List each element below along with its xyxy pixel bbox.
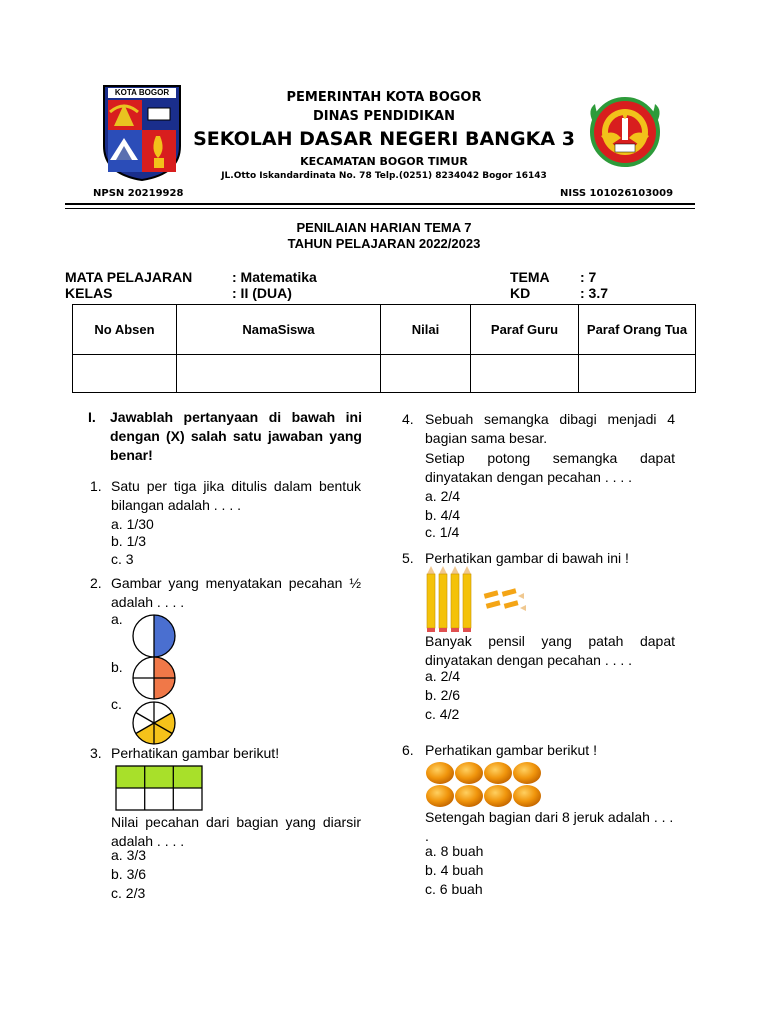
q4-option-c[interactable]: c. 1/4 xyxy=(425,524,460,540)
q6-option-c[interactable]: c. 6 buah xyxy=(425,881,483,897)
orange-icon xyxy=(513,762,541,784)
kota-bogor-logo-text: KOTA BOGOR xyxy=(114,88,170,97)
header-government: PEMERINTAH KOTA BOGOR xyxy=(286,90,482,105)
q3-text: Nilai pecahan dari bagian yang diarsir adalah . . . . xyxy=(111,814,361,849)
orange-icon xyxy=(455,785,483,807)
q5-number: 5. xyxy=(402,550,414,566)
class-value: : II (DUA) xyxy=(232,285,292,301)
exam-title: PENILAIAN HARIAN TEMA 7 xyxy=(296,220,472,235)
q5-option-c[interactable]: c. 4/2 xyxy=(425,706,460,722)
q4-option-b[interactable]: b. 4/4 xyxy=(425,507,461,523)
orange-icon xyxy=(426,762,454,784)
section-instruction: Jawablah pertanyaan di bawah ini dengan (X) salah satu jawaban yang benar! xyxy=(110,409,362,463)
header-paraf-guru: Paraf Guru xyxy=(471,305,579,355)
section-number: I. xyxy=(88,409,96,425)
pencil-icon xyxy=(439,566,447,632)
broken-pencil-icon xyxy=(484,588,526,611)
q2-number: 2. xyxy=(90,575,102,591)
q3-option-c[interactable]: c. 2/3 xyxy=(111,885,146,901)
header-nama-siswa: NamaSiswa xyxy=(177,305,381,355)
student-table xyxy=(72,304,696,393)
q1-option-c[interactable]: c. 3 xyxy=(111,551,134,567)
header-department: DINAS PENDIDIKAN xyxy=(312,109,456,124)
header-school-name: SEKOLAH DASAR NEGERI BANGKA 3 xyxy=(193,128,575,150)
pencil-icon xyxy=(427,566,435,632)
header-paraf-orang-tua: Paraf Orang Tua xyxy=(579,305,696,355)
orange-icon xyxy=(426,785,454,807)
theme-value: : 7 xyxy=(580,269,597,285)
npsn-number: NPSN 20219928 xyxy=(93,188,184,199)
q5-option-a[interactable]: a. 2/4 xyxy=(425,668,461,684)
quarter-circle-b xyxy=(133,657,175,699)
header-district: KECAMATAN BOGOR TIMUR xyxy=(300,155,468,168)
orange-icon xyxy=(484,785,512,807)
pencil-icon xyxy=(451,566,459,632)
pencil-icon xyxy=(463,566,471,632)
q2-option-c[interactable]: c. xyxy=(111,696,122,712)
cell-paraf-orang-tua[interactable] xyxy=(579,355,696,393)
q3-number: 3. xyxy=(90,745,102,761)
half-circle-a xyxy=(133,615,175,657)
q5-text: Banyak pensil yang patah dapat dinyatakan dengan pecahan . . . . xyxy=(425,633,675,668)
q4-text: Sebuah semangka dibagi menjadi 4 bagian sama besar. xyxy=(425,411,675,446)
subject-value: : Matematika xyxy=(232,269,317,285)
cell-paraf-guru[interactable] xyxy=(471,355,579,393)
q1-number: 1. xyxy=(90,478,102,494)
q4-text-2: Setiap potong semangka dapat dinyatakan dengan pecahan . . . . xyxy=(425,450,675,485)
theme-label: TEMA xyxy=(510,269,550,285)
q2-option-b[interactable]: b. xyxy=(111,659,123,675)
q6-option-b[interactable]: b. 4 buah xyxy=(425,862,484,878)
header-address: JL.Otto Iskandardinata No. 78 Telp.(0251) 8234042 Bogor 16143 xyxy=(221,171,547,181)
cell-no-absen[interactable] xyxy=(73,355,177,393)
q6-title: Perhatikan gambar berikut ! xyxy=(425,742,597,758)
sixth-circle-c xyxy=(133,702,175,744)
q4-option-a[interactable]: a. 2/4 xyxy=(425,488,461,504)
q1-option-b[interactable]: b. 1/3 xyxy=(111,533,147,549)
fraction-circles-figure xyxy=(130,612,180,746)
q2-text: Gambar yang menyatakan pecahan ½ adalah . . . . xyxy=(111,575,361,610)
q6-text: Setengah bagian dari 8 jeruk adalah . . . . xyxy=(425,809,674,844)
q5-option-b[interactable]: b. 2/6 xyxy=(425,687,461,703)
orange-icon xyxy=(484,762,512,784)
subject-label: MATA PELAJARAN xyxy=(65,269,193,285)
kd-label: KD xyxy=(510,285,531,301)
cell-nama-siswa[interactable] xyxy=(177,355,381,393)
header-no-absen: No Absen xyxy=(73,305,177,355)
q5-title: Perhatikan gambar di bawah ini ! xyxy=(425,550,629,566)
q1-text: Satu per tiga jika ditulis dalam bentuk bilangan adalah . . . . xyxy=(111,478,361,513)
class-label: KELAS xyxy=(65,285,113,301)
niss-number: NISS 101026103009 xyxy=(560,188,674,199)
pencils-figure xyxy=(424,566,544,634)
header-nilai: Nilai xyxy=(381,305,471,355)
q2-option-a[interactable]: a. xyxy=(111,611,123,627)
cell-nilai[interactable] xyxy=(381,355,471,393)
q4-number: 4. xyxy=(402,411,414,427)
q3-title: Perhatikan gambar berikut! xyxy=(111,745,280,761)
kd-value: : 3.7 xyxy=(580,285,609,301)
orange-icon xyxy=(455,762,483,784)
oranges-figure xyxy=(425,761,545,809)
header-divider-thick xyxy=(65,203,695,205)
q3-option-b[interactable]: b. 3/6 xyxy=(111,866,147,882)
orange-icon xyxy=(513,785,541,807)
q6-option-a[interactable]: a. 8 buah xyxy=(425,843,484,859)
academic-year: TAHUN PELAJARAN 2022/2023 xyxy=(287,236,481,251)
q1-option-a[interactable]: a. 1/30 xyxy=(111,516,154,532)
header-divider-thin xyxy=(65,208,695,209)
q3-option-a[interactable]: a. 3/3 xyxy=(111,847,147,863)
q6-number: 6. xyxy=(402,742,414,758)
grid-fraction-figure xyxy=(115,765,203,811)
